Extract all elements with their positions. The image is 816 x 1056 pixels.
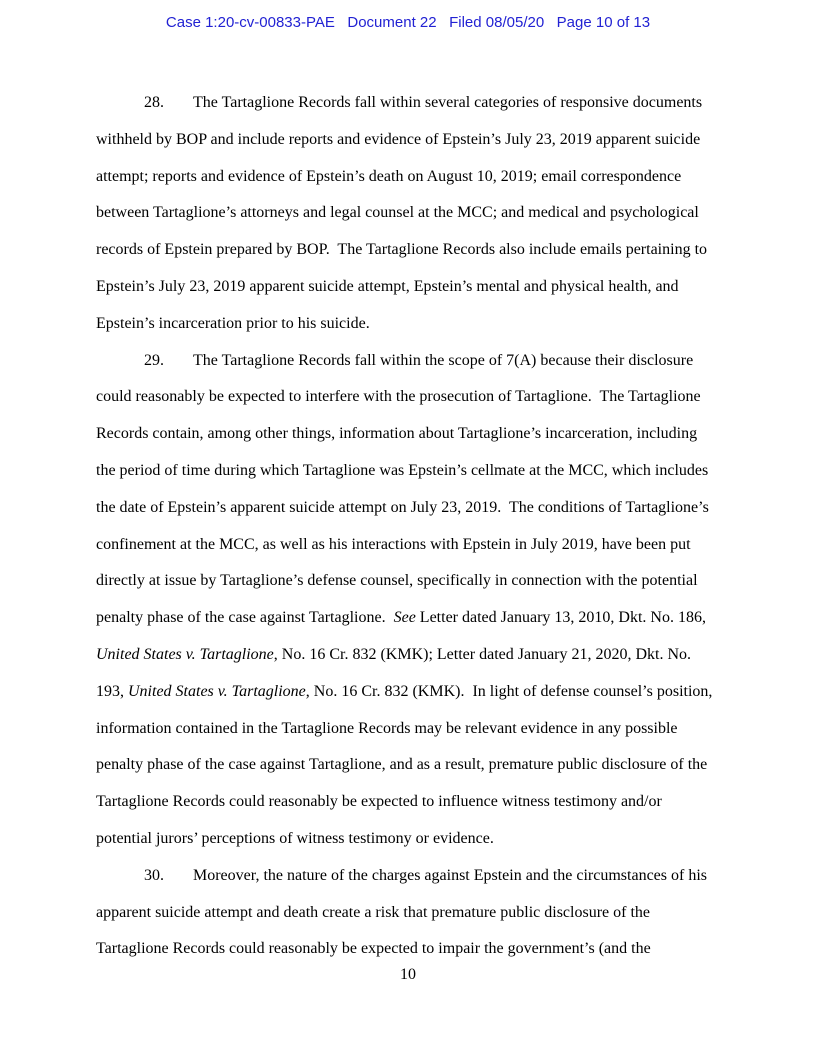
- text-run: information contained in the Tartaglione Records may be relevant evidence in any possible: [96, 719, 678, 737]
- text-line: [96, 159, 736, 196]
- text-run: The Tartaglione Records fall within several categories of responsive documents: [193, 94, 703, 111]
- text-line: [96, 931, 736, 968]
- text-line: [96, 600, 736, 637]
- text-run: penalty phase of the case against Tartaglione.: [96, 609, 394, 627]
- case-filing-stamp: Case 1:20-cv-00833-PAE Document 22 Filed 08/05/20 Page 10 of 13: [165, 14, 651, 31]
- text-line: [96, 232, 736, 269]
- text-run: Epstein’s July 23, 2019 apparent suicide attempt, Epstein’s mental and physical health, and: [96, 277, 679, 295]
- paragraph-number: 30.: [144, 866, 164, 884]
- case-citation: United States v. Tartaglione: [128, 682, 306, 700]
- text-line: [96, 895, 736, 932]
- text-line: [96, 379, 736, 416]
- page-number: 10: [400, 966, 416, 983]
- text-line: [96, 269, 736, 306]
- text-run: directly at issue by Tartaglione’s defense counsel, specifically in connection with the potential: [96, 572, 698, 590]
- text-line: [96, 747, 736, 784]
- text-run: Tartaglione Records could reasonably be expected to influence witness testimony and/or: [96, 793, 662, 811]
- text-run: records of Epstein prepared by BOP. The Tartaglione Records also include emails pertaining to: [96, 241, 708, 259]
- text-line: [96, 453, 736, 490]
- text-run: , No. 16 Cr. 832 (KMK). In light of defense counsel’s position,: [305, 682, 713, 700]
- text-run: Epstein’s incarceration prior to his suicide.: [96, 314, 370, 332]
- text-run: Records contain, among other things, information about Tartaglione’s incarceration, including: [96, 425, 698, 443]
- text-run: 193,: [96, 682, 128, 700]
- paragraph-number: 28.: [144, 94, 164, 111]
- text-line: [96, 563, 736, 600]
- text-run: confinement at the MCC, as well as his interactions with Epstein in July 2019, have been put: [96, 535, 691, 553]
- text-line: [96, 195, 736, 232]
- text-run: potential jurors’ perceptions of witness testimony or evidence.: [96, 829, 494, 847]
- text-line: [96, 858, 736, 895]
- text-line: [96, 85, 736, 122]
- text-line: [96, 637, 736, 674]
- case-citation: See: [393, 609, 416, 627]
- text-line: [96, 821, 736, 858]
- text-line: [96, 490, 736, 527]
- text-line: [96, 711, 736, 748]
- paragraph-number: 29.: [144, 351, 164, 369]
- text-run: penalty phase of the case against Tartaglione, and as a result, premature public disclosure of the: [96, 756, 708, 774]
- text-line: [96, 416, 736, 453]
- text-run: Moreover, the nature of the charges against Epstein and the circumstances of his: [193, 866, 707, 884]
- text-run: The Tartaglione Records fall within the scope of 7(A) because their disclosure: [193, 351, 694, 369]
- text-line: [96, 784, 736, 821]
- text-run: apparent suicide attempt and death create a risk that premature public disclosure of the: [96, 903, 650, 921]
- text-run: attempt; reports and evidence of Epstein’s death on August 10, 2019; email correspondence: [96, 167, 682, 185]
- text-run: the period of time during which Tartaglione was Epstein’s cellmate at the MCC, which includes: [96, 461, 709, 479]
- text-line: [96, 306, 736, 343]
- text-run: Tartaglione Records could reasonably be expected to impair the government’s (and the: [96, 940, 651, 958]
- text-line: [96, 674, 736, 711]
- text-run: , No. 16 Cr. 832 (KMK); Letter dated January 21, 2020, Dkt. No.: [273, 645, 692, 663]
- document-body: [96, 85, 736, 968]
- text-line: [96, 343, 736, 380]
- text-run: withheld by BOP and include reports and evidence of Epstein’s July 23, 2019 apparent suicide: [96, 130, 701, 148]
- text-run: the date of Epstein’s apparent suicide attempt on July 23, 2019. The conditions of Tartaglione’s: [96, 498, 709, 516]
- text-run: could reasonably be expected to interfere with the prosecution of Tartaglione. The Tartaglione: [96, 388, 701, 406]
- text-line: [96, 122, 736, 159]
- text-run: between Tartaglione’s attorneys and legal counsel at the MCC; and medical and psychological: [96, 204, 699, 222]
- case-citation: United States v. Tartaglione: [96, 645, 274, 663]
- text-run: Letter dated January 13, 2010, Dkt. No. 186,: [415, 609, 706, 627]
- text-line: [96, 527, 736, 564]
